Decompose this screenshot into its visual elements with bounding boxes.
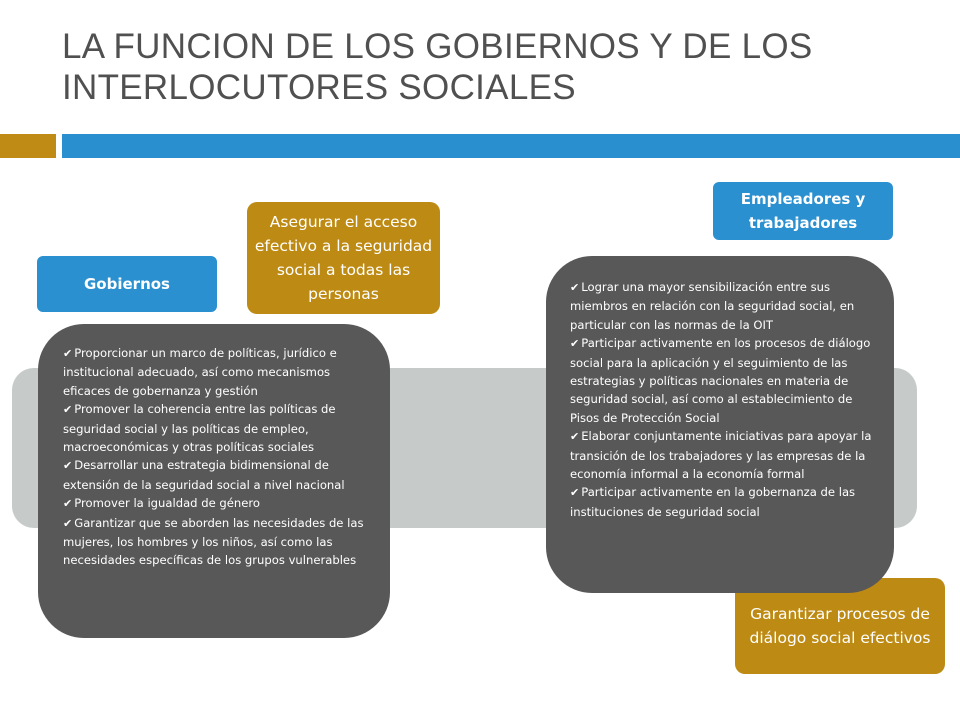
list-item-text: Lograr una mayor sensibilización entre sus miembros en relación con la seguridad social, en particular con las normas de la OIT <box>570 280 855 332</box>
list-item-text: Garantizar que se aborden las necesidades de las mujeres, los hombres y los niños, así como las necesidades específicas de los grupos vulnerables <box>63 515 364 568</box>
acceso-goal-box: Asegurar el acceso efectivo a la seguridad social a todas las personas <box>247 202 440 314</box>
checkmark-icon: ✔ <box>63 516 73 530</box>
checkmark-icon: ✔ <box>570 486 580 500</box>
list-item <box>63 494 376 513</box>
empleadores-list <box>570 278 884 521</box>
checkmark-icon: ✔ <box>63 459 73 473</box>
list-item-text: Promover la igualdad de género <box>74 496 260 511</box>
slide-title-line-1: LA FUNCION DE LOS GOBIERNOS Y DE LOS <box>62 27 813 66</box>
accent-bar-blue <box>62 134 960 158</box>
list-item-text: Participar activamente en la gobernanza de las instituciones de seguridad social <box>570 485 856 519</box>
slide-title-line-2: INTERLOCUTORES SOCIALES <box>62 68 576 107</box>
list-item <box>570 483 884 521</box>
empleadores-label: Empleadores y trabajadores <box>713 182 893 240</box>
list-item <box>63 514 376 570</box>
accent-bar-gold <box>0 134 56 158</box>
list-item <box>570 427 884 483</box>
gobiernos-label: Gobiernos <box>37 256 217 312</box>
dialogo-goal-box: Garantizar procesos de diálogo social efectivos <box>735 578 945 674</box>
gobiernos-card <box>38 324 390 638</box>
checkmark-icon: ✔ <box>570 281 580 294</box>
list-item <box>63 456 376 494</box>
list-item-text: Participar activamente en los procesos de diálogo social para la aplicación y el seguimiento de las estrategias y políticas nacionales en materia de seguridad social, así como al establecimiento de Pisos de Protección Social <box>570 336 871 425</box>
checkmark-icon: ✔ <box>570 337 580 351</box>
checkmark-icon: ✔ <box>570 430 580 444</box>
gobiernos-list <box>63 344 376 570</box>
checkmark-icon: ✔ <box>63 347 73 360</box>
list-item-text: Promover la coherencia entre las políticas de seguridad social y las políticas de empleo, macroeconómicas y otras políticas sociales <box>63 402 336 455</box>
list-item <box>63 344 376 400</box>
list-item <box>570 334 884 427</box>
checkmark-icon: ✔ <box>63 497 73 511</box>
checkmark-icon: ✔ <box>63 403 73 417</box>
list-item <box>63 400 376 456</box>
list-item-text: Proporcionar un marco de políticas, jurídico e institucional adecuado, así como mecanismos eficaces de gobernanza y gestión <box>63 346 337 398</box>
list-item-text: Elaborar conjuntamente iniciativas para apoyar la transición de los trabajadores y las empresas de la economía informal a la economía formal <box>570 429 872 482</box>
slide-title <box>62 26 922 108</box>
list-item <box>570 278 884 334</box>
empleadores-card <box>546 256 894 593</box>
list-item-text: Desarrollar una estrategia bidimensional de extensión de la seguridad social a nivel nacional <box>63 458 345 492</box>
